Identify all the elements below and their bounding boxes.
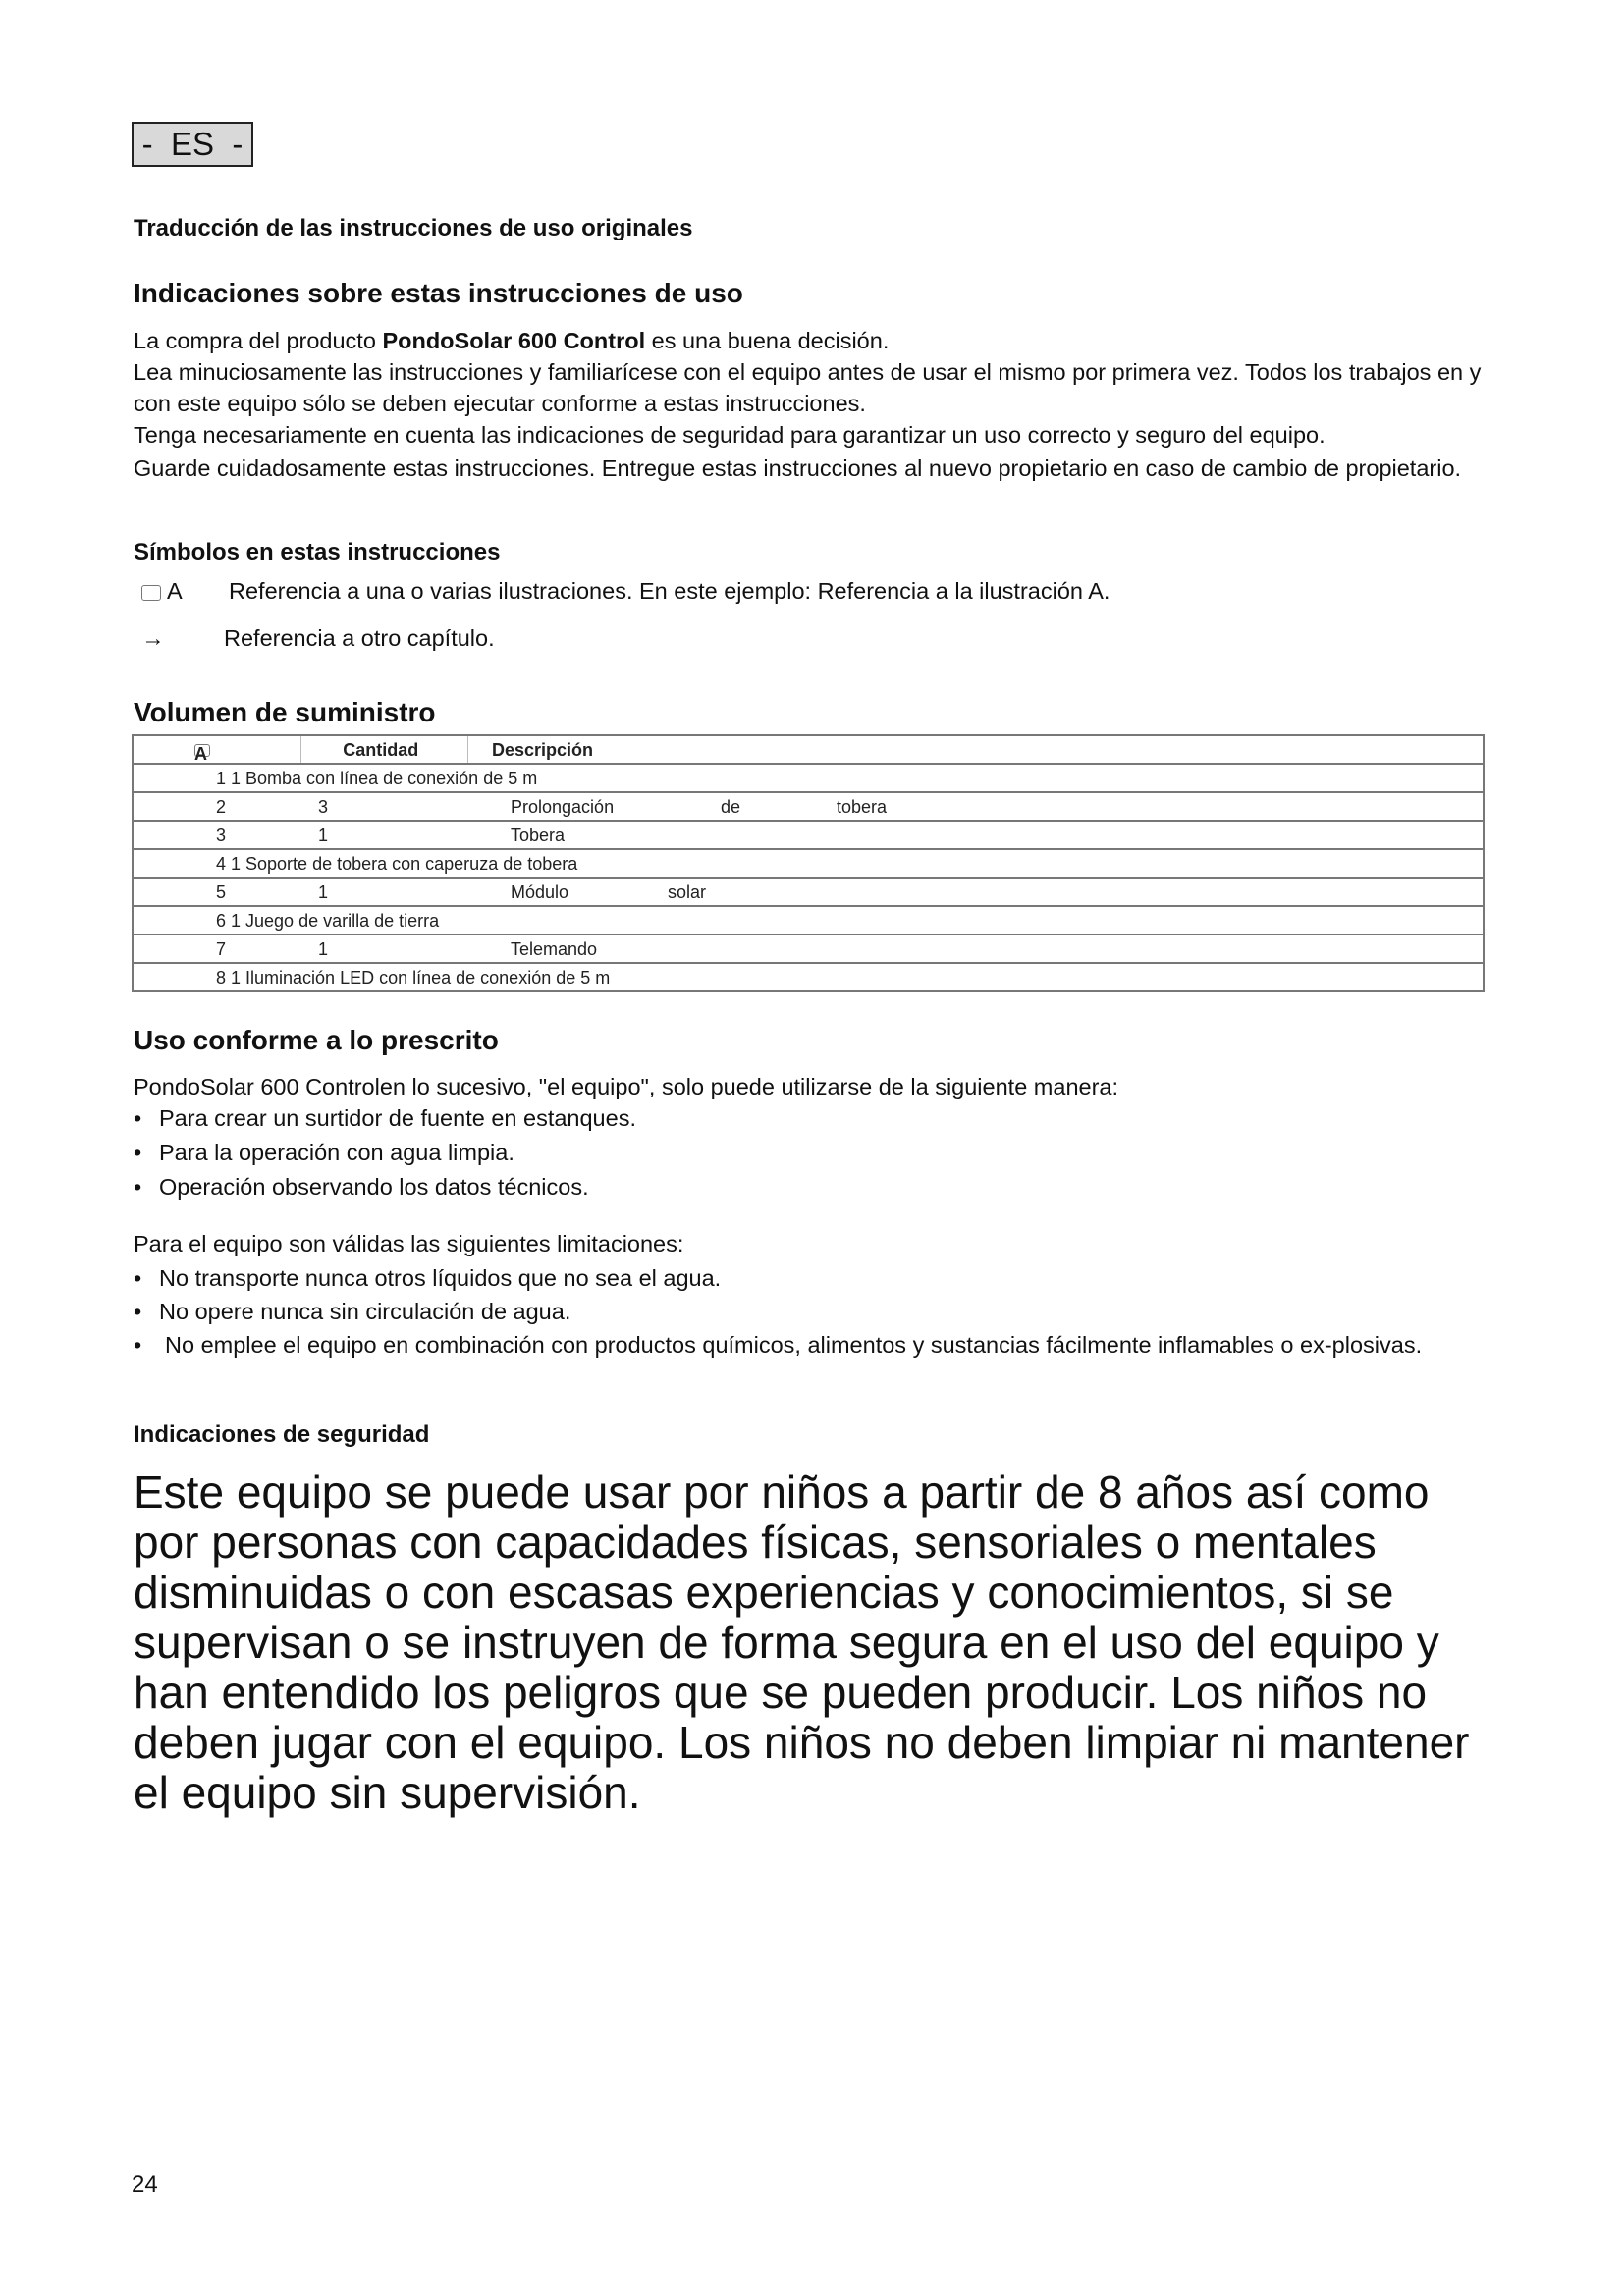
intended-use-intro: PondoSolar 600 Controlen lo sucesivo, "el equipo", solo puede utilizarse de la siguiente manera: bbox=[134, 1074, 1119, 1099]
symbol-row-figure-text: Referencia a una o varias ilustraciones. En este ejemplo: Referencia a la ilustración A. bbox=[229, 578, 1110, 604]
notes-paragraph-3: Tenga necesariamente en cuenta las indicaciones de seguridad para garantizar un uso correcto y seguro del equipo. bbox=[134, 422, 1326, 448]
notes-p1-pre: La compra del producto bbox=[134, 328, 383, 353]
list-item: • Operación observando los datos técnicos. bbox=[132, 1171, 1487, 1202]
safety-heading: Indicaciones de seguridad bbox=[134, 1421, 430, 1448]
list-item: • No transporte nunca otros líquidos que no sea el agua. bbox=[132, 1262, 1477, 1294]
notes-paragraph-2: Lea minuciosamente las instrucciones y familiarícese con el equipo antes de usar el mismo por primera vez. Todos los trabajos en y con este equipo sólo se deben ejecutar conforme a estas instrucciones. bbox=[134, 359, 1482, 416]
table-row: 3 1 Tobera bbox=[133, 821, 1484, 849]
table-row: 5 1 Módulo solar bbox=[133, 878, 1484, 906]
list-item: • No emplee el equipo en combinación con productos químicos, alimentos y sustancias fácilmente inflamables o ex-plosivas. bbox=[132, 1329, 1477, 1361]
product-name: PondoSolar 600 Control bbox=[382, 328, 646, 353]
table-row: 2 3 Prolongación de tobera bbox=[133, 792, 1484, 821]
table-row: 8 1 Iluminación LED con línea de conexión de 5 m bbox=[133, 963, 1484, 991]
uses-list bbox=[132, 1102, 1487, 1202]
table-row: 7 1 Telemando bbox=[133, 934, 1484, 963]
symbol-row-chapter-text: Referencia a otro capítulo. bbox=[224, 625, 495, 651]
table-row: 4 1 Soporte de tobera con caperuza de tobera bbox=[133, 849, 1484, 878]
symbol-row-figure bbox=[141, 578, 183, 605]
intended-use-heading: Uso conforme a lo prescrito bbox=[134, 1025, 499, 1055]
col-header-qty: Cantidad bbox=[301, 735, 468, 764]
limits-intro: Para el equipo son válidas las siguientes limitaciones: bbox=[134, 1231, 684, 1256]
list-item: • Para la operación con agua limpia. bbox=[132, 1137, 1487, 1168]
supply-heading: Volumen de suministro bbox=[134, 697, 436, 727]
col-header-a: A bbox=[133, 735, 301, 764]
supply-table bbox=[132, 734, 1485, 992]
notes-paragraph-1 bbox=[134, 325, 1489, 356]
limits-list bbox=[132, 1262, 1477, 1361]
page-number: 24 bbox=[132, 2171, 158, 2198]
table-row: 1 1 Bomba con línea de conexión de 5 m bbox=[133, 764, 1484, 792]
language-tag: - ES - bbox=[132, 122, 253, 167]
notes-paragraph-4: Guarde cuidadosamente estas instrucciones. Entregue estas instrucciones al nuevo propietario en caso de cambio de propietario. bbox=[134, 455, 1462, 481]
col-header-desc: Descripción bbox=[468, 735, 1485, 764]
figure-reference-icon bbox=[141, 585, 161, 601]
notes-p1-post: es una buena decisión. bbox=[645, 328, 890, 353]
table-header-row bbox=[133, 735, 1484, 764]
translation-title: Traducción de las instrucciones de uso originales bbox=[134, 215, 693, 241]
notes-heading: Indicaciones sobre estas instrucciones de uso bbox=[134, 278, 743, 308]
figure-reference-symbol: A bbox=[167, 578, 183, 604]
safety-text: Este equipo se puede usar por niños a partir de 8 años así como por personas con capacidades físicas, sensoriales o mentales disminuidas o con escasas experiencias y conocimientos, si se supervisan o se instruyen de forma segura en el uso del equipo y han entendido los peligros que se pueden producir. Los niños no deben jugar con el equipo. Los niños no deben limpiar ni mantener el equipo sin supervisión. bbox=[134, 1467, 1470, 1818]
list-item: • No opere nunca sin circulación de agua. bbox=[132, 1296, 1477, 1327]
table-row: 6 1 Juego de varilla de tierra bbox=[133, 906, 1484, 934]
list-item: • Para crear un surtidor de fuente en estanques. bbox=[132, 1102, 1487, 1134]
symbols-heading: Símbolos en estas instrucciones bbox=[134, 539, 501, 565]
arrow-right-icon: → bbox=[141, 625, 165, 651]
